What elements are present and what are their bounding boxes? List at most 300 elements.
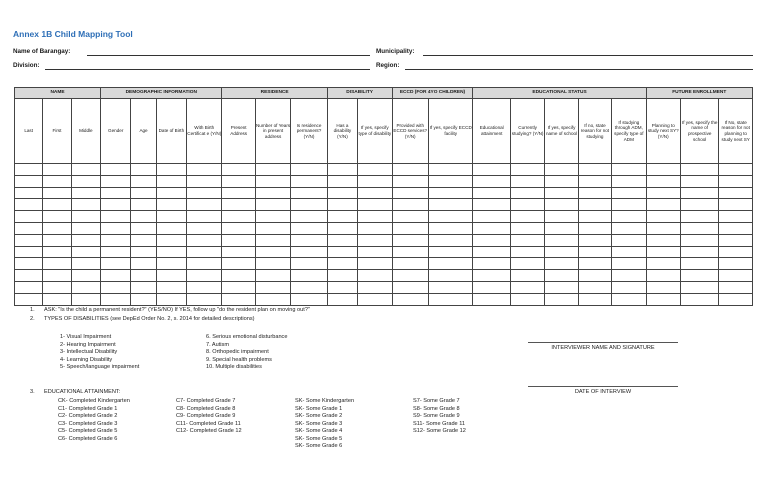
table-cell[interactable] — [680, 258, 718, 270]
table-cell[interactable] — [680, 270, 718, 282]
table-cell[interactable] — [428, 281, 473, 293]
table-cell[interactable] — [131, 211, 156, 223]
table-cell[interactable] — [15, 164, 43, 176]
table-cell[interactable] — [719, 175, 753, 187]
table-cell[interactable] — [327, 199, 357, 211]
table-cell[interactable] — [510, 293, 544, 305]
table-cell[interactable] — [545, 211, 578, 223]
table-cell[interactable] — [510, 199, 544, 211]
table-cell[interactable] — [473, 187, 510, 199]
interview-date-line[interactable] — [528, 386, 678, 387]
table-cell[interactable] — [612, 222, 646, 234]
table-cell[interactable] — [101, 293, 131, 305]
table-cell[interactable] — [255, 187, 290, 199]
table-cell[interactable] — [545, 270, 578, 282]
table-cell[interactable] — [392, 234, 428, 246]
table-cell[interactable] — [473, 164, 510, 176]
table-cell[interactable] — [646, 187, 680, 199]
table-cell[interactable] — [358, 199, 392, 211]
table-cell[interactable] — [719, 246, 753, 258]
table-row — [15, 187, 753, 199]
table-cell[interactable] — [71, 293, 100, 305]
interview-date-label: DATE OF INTERVIEW — [574, 389, 632, 395]
table-cell[interactable] — [15, 234, 43, 246]
table-cell[interactable] — [15, 211, 43, 223]
table-cell[interactable] — [358, 211, 392, 223]
table-cell[interactable] — [358, 270, 392, 282]
table-cell[interactable] — [222, 246, 255, 258]
table-cell[interactable] — [719, 293, 753, 305]
table-cell[interactable] — [612, 234, 646, 246]
table-cell[interactable] — [291, 222, 327, 234]
table-cell[interactable] — [291, 199, 327, 211]
table-cell[interactable] — [327, 234, 357, 246]
table-cell[interactable] — [222, 281, 255, 293]
table-cell[interactable] — [222, 199, 255, 211]
table-cell[interactable] — [473, 246, 510, 258]
table-cell[interactable] — [71, 281, 100, 293]
table-cell[interactable] — [612, 246, 646, 258]
table-cell[interactable] — [646, 199, 680, 211]
table-cell[interactable] — [187, 175, 222, 187]
table-cell[interactable] — [612, 175, 646, 187]
table-cell[interactable] — [510, 222, 544, 234]
table-cell[interactable] — [101, 270, 131, 282]
table-cell[interactable] — [428, 164, 473, 176]
table-cell[interactable] — [327, 270, 357, 282]
table-cell[interactable] — [101, 199, 131, 211]
table-cell[interactable] — [428, 187, 473, 199]
disability-list-1 — [60, 334, 139, 372]
table-cell[interactable] — [428, 222, 473, 234]
table-cell[interactable] — [43, 199, 71, 211]
table-cell[interactable] — [612, 258, 646, 270]
table-cell[interactable] — [358, 293, 392, 305]
group-disability: DISABILITY — [327, 88, 392, 99]
table-cell[interactable] — [578, 258, 611, 270]
table-cell[interactable] — [156, 222, 186, 234]
table-cell[interactable] — [428, 293, 473, 305]
table-cell[interactable] — [15, 281, 43, 293]
table-cell[interactable] — [358, 222, 392, 234]
barangay-field[interactable] — [87, 55, 370, 56]
table-cell[interactable] — [358, 281, 392, 293]
table-cell[interactable] — [578, 164, 611, 176]
table-cell[interactable] — [719, 270, 753, 282]
table-cell[interactable] — [327, 258, 357, 270]
table-cell[interactable] — [15, 187, 43, 199]
table-cell[interactable] — [392, 293, 428, 305]
table-cell[interactable] — [680, 211, 718, 223]
table-cell[interactable] — [131, 234, 156, 246]
table-cell[interactable] — [291, 281, 327, 293]
table-cell[interactable] — [43, 246, 71, 258]
table-cell[interactable] — [545, 246, 578, 258]
group-eccd: ECCD (FOR 4YO CHILDREN) — [392, 88, 473, 99]
table-cell[interactable] — [510, 246, 544, 258]
table-cell[interactable] — [358, 246, 392, 258]
region-field[interactable] — [405, 69, 753, 70]
table-cell[interactable] — [255, 281, 290, 293]
table-cell[interactable] — [255, 222, 290, 234]
education-item: CK- Completed Kindergarten — [58, 398, 130, 404]
table-cell[interactable] — [222, 187, 255, 199]
table-cell[interactable] — [222, 270, 255, 282]
table-cell[interactable] — [545, 187, 578, 199]
table-cell[interactable] — [578, 281, 611, 293]
table-cell[interactable] — [131, 175, 156, 187]
table-cell[interactable] — [131, 222, 156, 234]
note-3-text: EDUCATIONAL ATTAINMENT: — [44, 389, 121, 395]
table-cell[interactable] — [428, 234, 473, 246]
table-cell[interactable] — [291, 246, 327, 258]
table-cell[interactable] — [222, 175, 255, 187]
table-cell[interactable] — [578, 175, 611, 187]
table-cell[interactable] — [680, 187, 718, 199]
table-cell[interactable] — [612, 281, 646, 293]
table-cell[interactable] — [101, 246, 131, 258]
table-cell[interactable] — [131, 270, 156, 282]
table-cell[interactable] — [612, 293, 646, 305]
table-cell[interactable] — [101, 222, 131, 234]
table-cell[interactable] — [156, 187, 186, 199]
table-cell[interactable] — [156, 293, 186, 305]
table-cell[interactable] — [255, 199, 290, 211]
table-cell[interactable] — [473, 293, 510, 305]
table-cell[interactable] — [578, 293, 611, 305]
table-cell[interactable] — [222, 164, 255, 176]
table-cell[interactable] — [131, 246, 156, 258]
table-cell[interactable] — [131, 199, 156, 211]
table-cell[interactable] — [392, 175, 428, 187]
table-cell[interactable] — [646, 258, 680, 270]
table-cell[interactable] — [255, 211, 290, 223]
table-cell[interactable] — [646, 222, 680, 234]
table-cell[interactable] — [255, 246, 290, 258]
table-cell[interactable] — [680, 199, 718, 211]
table-cell[interactable] — [510, 164, 544, 176]
table-cell[interactable] — [71, 222, 100, 234]
table-cell[interactable] — [473, 258, 510, 270]
table-cell[interactable] — [719, 164, 753, 176]
table-cell[interactable] — [680, 281, 718, 293]
table-cell[interactable] — [545, 164, 578, 176]
table-cell[interactable] — [680, 246, 718, 258]
table-cell[interactable] — [156, 199, 186, 211]
table-cell[interactable] — [612, 211, 646, 223]
table-cell[interactable] — [392, 199, 428, 211]
table-cell[interactable] — [646, 246, 680, 258]
table-cell[interactable] — [222, 293, 255, 305]
table-cell[interactable] — [222, 222, 255, 234]
table-cell[interactable] — [156, 270, 186, 282]
table-cell[interactable] — [510, 211, 544, 223]
table-cell[interactable] — [719, 187, 753, 199]
table-cell[interactable] — [392, 211, 428, 223]
table-cell[interactable] — [719, 199, 753, 211]
table-cell[interactable] — [646, 270, 680, 282]
education-item: S12- Some Grade 12 — [413, 428, 466, 434]
table-cell[interactable] — [358, 187, 392, 199]
table-cell[interactable] — [327, 211, 357, 223]
table-cell[interactable] — [15, 270, 43, 282]
table-cell[interactable] — [101, 175, 131, 187]
table-cell[interactable] — [131, 293, 156, 305]
table-cell[interactable] — [15, 175, 43, 187]
table-cell[interactable] — [187, 222, 222, 234]
table-cell[interactable] — [43, 175, 71, 187]
table-cell[interactable] — [680, 222, 718, 234]
table-cell[interactable] — [473, 234, 510, 246]
col-reason-not-planning: If No, state reason for not planning to study next SY — [719, 99, 753, 164]
table-cell[interactable] — [473, 281, 510, 293]
table-cell[interactable] — [510, 234, 544, 246]
table-cell[interactable] — [719, 234, 753, 246]
table-cell[interactable] — [156, 175, 186, 187]
table-cell[interactable] — [101, 281, 131, 293]
table-cell[interactable] — [71, 258, 100, 270]
table-cell[interactable] — [187, 281, 222, 293]
table-cell[interactable] — [545, 258, 578, 270]
table-cell[interactable] — [101, 211, 131, 223]
table-cell[interactable] — [156, 281, 186, 293]
table-cell[interactable] — [719, 281, 753, 293]
table-cell[interactable] — [578, 270, 611, 282]
table-cell[interactable] — [719, 258, 753, 270]
table-cell[interactable] — [187, 246, 222, 258]
note-1-number: 1. — [30, 307, 35, 313]
table-cell[interactable] — [646, 234, 680, 246]
table-cell[interactable] — [327, 293, 357, 305]
table-cell[interactable] — [291, 187, 327, 199]
education-list-1 — [58, 398, 130, 443]
table-cell[interactable] — [473, 211, 510, 223]
table-cell[interactable] — [131, 281, 156, 293]
table-cell[interactable] — [156, 258, 186, 270]
table-cell[interactable] — [291, 211, 327, 223]
education-item: C7- Completed Grade 7 — [176, 398, 236, 404]
table-cell[interactable] — [327, 187, 357, 199]
table-cell[interactable] — [43, 281, 71, 293]
table-cell[interactable] — [131, 164, 156, 176]
table-cell[interactable] — [71, 211, 100, 223]
table-cell[interactable] — [43, 270, 71, 282]
table-cell[interactable] — [71, 234, 100, 246]
table-cell[interactable] — [578, 187, 611, 199]
table-cell[interactable] — [646, 164, 680, 176]
table-cell[interactable] — [187, 293, 222, 305]
table-cell[interactable] — [392, 164, 428, 176]
table-cell[interactable] — [578, 211, 611, 223]
table-cell[interactable] — [101, 187, 131, 199]
table-cell[interactable] — [612, 199, 646, 211]
table-cell[interactable] — [510, 187, 544, 199]
table-cell[interactable] — [646, 293, 680, 305]
table-cell[interactable] — [156, 246, 186, 258]
municipality-field[interactable] — [423, 55, 753, 56]
table-cell[interactable] — [291, 175, 327, 187]
division-field[interactable] — [45, 69, 370, 70]
table-cell[interactable] — [15, 258, 43, 270]
table-cell[interactable] — [680, 293, 718, 305]
table-cell[interactable] — [327, 281, 357, 293]
table-cell[interactable] — [291, 270, 327, 282]
table-cell[interactable] — [473, 222, 510, 234]
table-cell[interactable] — [71, 175, 100, 187]
table-cell[interactable] — [101, 258, 131, 270]
table-cell[interactable] — [392, 258, 428, 270]
table-cell[interactable] — [71, 199, 100, 211]
table-cell[interactable] — [43, 258, 71, 270]
table-cell[interactable] — [255, 293, 290, 305]
table-cell[interactable] — [15, 222, 43, 234]
table-cell[interactable] — [255, 175, 290, 187]
table-cell[interactable] — [131, 258, 156, 270]
col-educational-attainment: Educational attainment — [473, 99, 510, 164]
table-cell[interactable] — [473, 270, 510, 282]
table-cell[interactable] — [428, 211, 473, 223]
table-cell[interactable] — [545, 234, 578, 246]
table-cell[interactable] — [43, 187, 71, 199]
table-cell[interactable] — [428, 246, 473, 258]
table-cell[interactable] — [15, 246, 43, 258]
note-1-text: ASK: "Is the child a permanent resident?" (YES/NO) If YES, follow up "do the resident plan on moving out?" — [44, 307, 310, 313]
table-cell[interactable] — [358, 258, 392, 270]
education-item: C9- Completed Grade 9 — [176, 413, 236, 419]
table-cell[interactable] — [43, 222, 71, 234]
col-has-disability: Has a disability (Y/N) — [327, 99, 357, 164]
table-cell[interactable] — [646, 281, 680, 293]
table-cell[interactable] — [101, 234, 131, 246]
education-item: C6- Completed Grade 6 — [58, 435, 118, 442]
education-item: C5- Completed Grade 5 — [58, 428, 118, 434]
interviewer-signature-line[interactable] — [528, 342, 678, 343]
table-cell[interactable] — [578, 222, 611, 234]
table-cell[interactable] — [131, 187, 156, 199]
table-cell[interactable] — [545, 281, 578, 293]
table-cell[interactable] — [510, 175, 544, 187]
table-cell[interactable] — [719, 222, 753, 234]
table-cell[interactable] — [187, 234, 222, 246]
table-cell[interactable] — [187, 164, 222, 176]
table-cell[interactable] — [680, 175, 718, 187]
table-cell[interactable] — [680, 234, 718, 246]
table-cell[interactable] — [291, 234, 327, 246]
table-cell[interactable] — [327, 246, 357, 258]
table-cell[interactable] — [101, 164, 131, 176]
table-cell[interactable] — [510, 281, 544, 293]
table-cell[interactable] — [187, 258, 222, 270]
table-cell[interactable] — [392, 246, 428, 258]
table-cell[interactable] — [222, 234, 255, 246]
table-cell[interactable] — [327, 175, 357, 187]
table-cell[interactable] — [255, 270, 290, 282]
table-cell[interactable] — [358, 234, 392, 246]
table-cell[interactable] — [358, 164, 392, 176]
table-cell[interactable] — [719, 211, 753, 223]
table-cell[interactable] — [473, 175, 510, 187]
table-cell[interactable] — [255, 258, 290, 270]
table-cell[interactable] — [510, 258, 544, 270]
table-cell[interactable] — [612, 270, 646, 282]
table-cell[interactable] — [428, 175, 473, 187]
table-cell[interactable] — [187, 211, 222, 223]
table-cell[interactable] — [428, 270, 473, 282]
table-cell[interactable] — [545, 199, 578, 211]
table-cell[interactable] — [71, 270, 100, 282]
table-cell[interactable] — [578, 199, 611, 211]
table-cell[interactable] — [327, 222, 357, 234]
table-cell[interactable] — [187, 187, 222, 199]
group-future-enrollment: FUTURE ENROLLMENT — [646, 88, 752, 99]
table-cell[interactable] — [255, 234, 290, 246]
division-label: Division: — [13, 62, 40, 69]
table-cell[interactable] — [291, 258, 327, 270]
table-cell[interactable] — [187, 199, 222, 211]
table-cell[interactable] — [510, 270, 544, 282]
table-cell[interactable] — [71, 246, 100, 258]
table-cell[interactable] — [222, 258, 255, 270]
table-cell[interactable] — [43, 293, 71, 305]
education-item: S11- Some Grade 11 — [413, 420, 466, 427]
table-cell[interactable] — [15, 199, 43, 211]
table-cell[interactable] — [222, 211, 255, 223]
table-cell[interactable] — [327, 164, 357, 176]
table-cell[interactable] — [612, 187, 646, 199]
table-cell[interactable] — [392, 187, 428, 199]
table-cell[interactable] — [578, 246, 611, 258]
table-cell[interactable] — [612, 164, 646, 176]
table-cell[interactable] — [428, 258, 473, 270]
table-cell[interactable] — [15, 293, 43, 305]
table-cell[interactable] — [156, 211, 186, 223]
table-cell[interactable] — [646, 211, 680, 223]
table-cell[interactable] — [187, 270, 222, 282]
table-cell[interactable] — [156, 164, 186, 176]
table-cell[interactable] — [358, 175, 392, 187]
table-cell[interactable] — [392, 270, 428, 282]
table-row — [15, 211, 753, 223]
table-cell[interactable] — [43, 164, 71, 176]
education-list-2 — [176, 398, 242, 436]
child-mapping-table — [14, 87, 753, 306]
table-cell[interactable] — [646, 175, 680, 187]
table-cell[interactable] — [43, 234, 71, 246]
table-cell[interactable] — [291, 293, 327, 305]
table-cell[interactable] — [156, 234, 186, 246]
table-row — [15, 246, 753, 258]
table-cell[interactable] — [71, 164, 100, 176]
education-item: C2- Completed Grade 2 — [58, 413, 118, 419]
interviewer-signature-label: INTERVIEWER NAME AND SIGNATURE — [551, 345, 655, 351]
table-row — [15, 270, 753, 282]
table-cell[interactable] — [291, 164, 327, 176]
table-cell[interactable] — [255, 164, 290, 176]
table-cell[interactable] — [428, 199, 473, 211]
table-cell[interactable] — [545, 175, 578, 187]
table-row — [15, 222, 753, 234]
table-cell[interactable] — [71, 187, 100, 199]
table-cell[interactable] — [545, 222, 578, 234]
table-cell[interactable] — [578, 234, 611, 246]
table-cell[interactable] — [545, 293, 578, 305]
col-date-of-birth: Date of Birth — [156, 99, 186, 164]
table-cell[interactable] — [43, 211, 71, 223]
table-cell[interactable] — [473, 199, 510, 211]
table-cell[interactable] — [392, 281, 428, 293]
table-cell[interactable] — [680, 164, 718, 176]
table-cell[interactable] — [392, 222, 428, 234]
